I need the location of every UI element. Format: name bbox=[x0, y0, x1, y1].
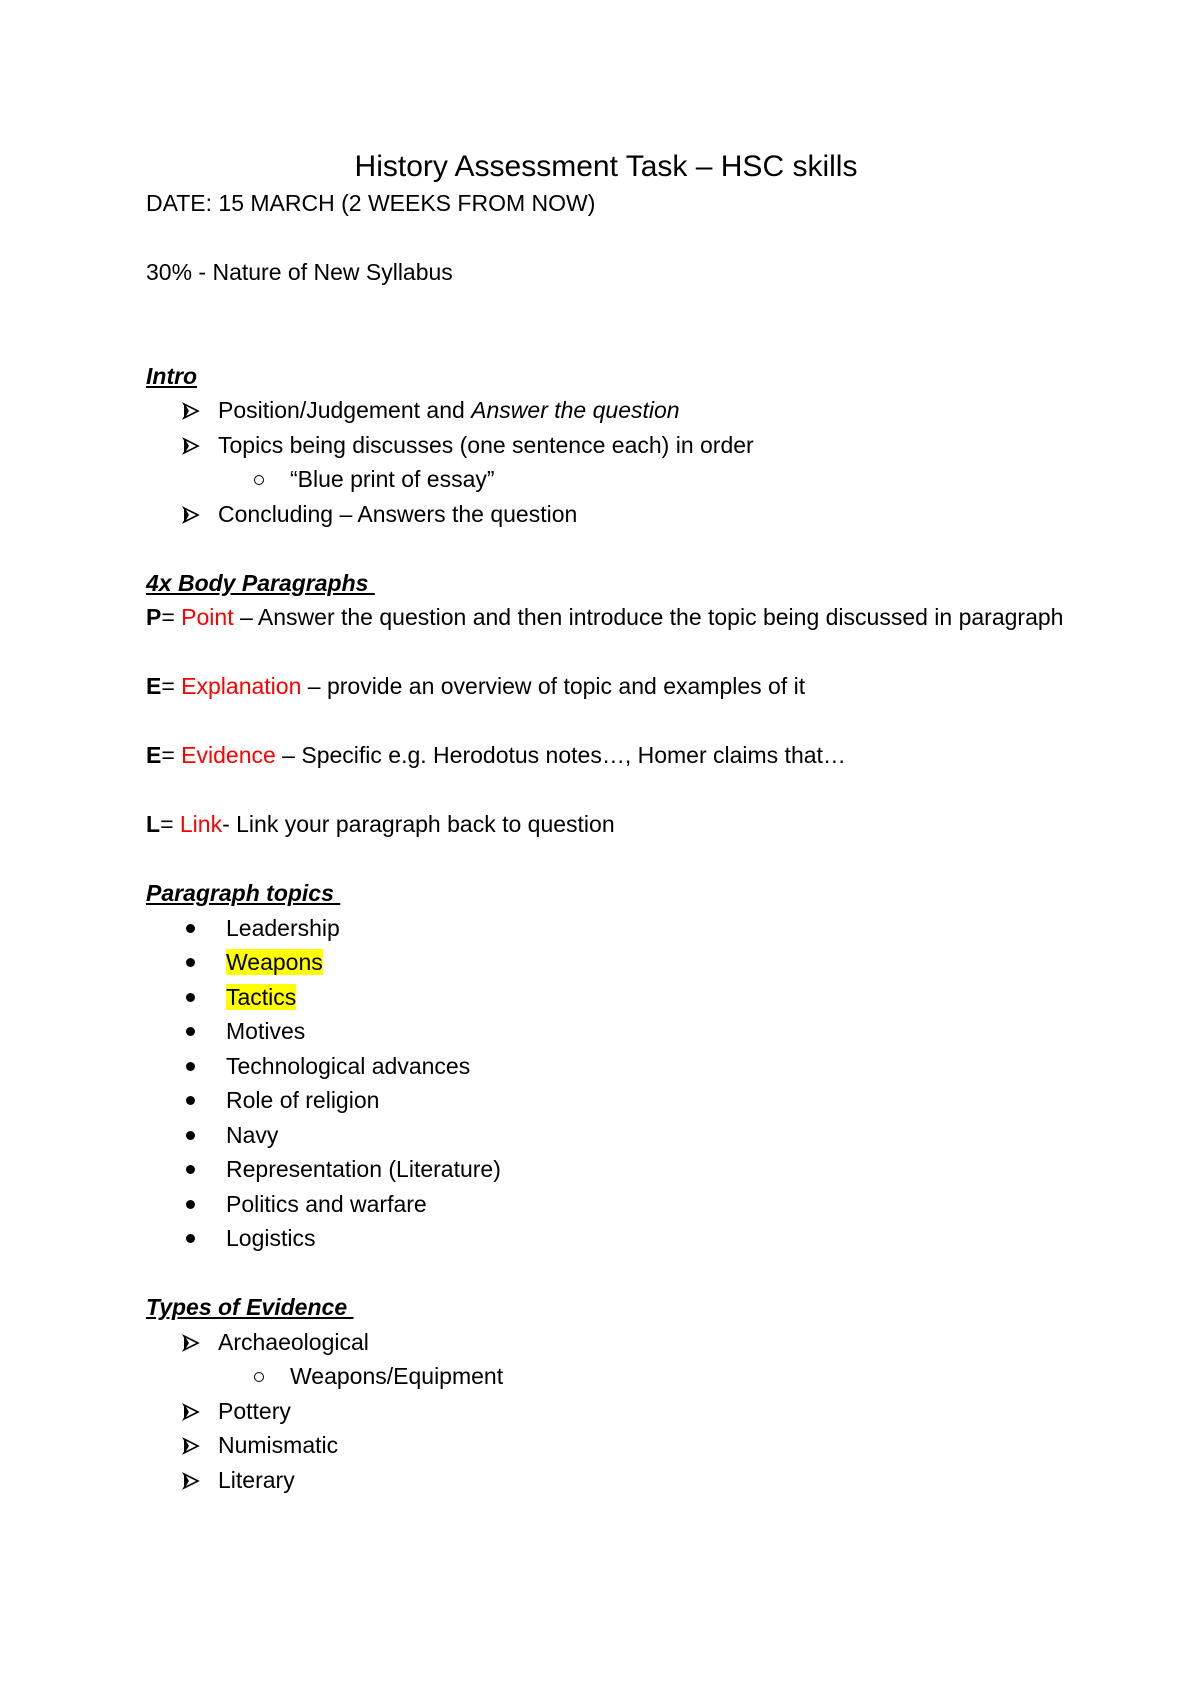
evidence-types-heading: Types of Evidence bbox=[146, 1294, 354, 1320]
blank-line bbox=[146, 635, 1066, 670]
list-item bbox=[146, 1394, 1066, 1429]
bullet-dot-icon bbox=[186, 1062, 195, 1071]
evidence-type-text: Pottery bbox=[218, 1397, 291, 1424]
blank-line bbox=[146, 324, 1066, 359]
blank-line bbox=[146, 221, 1066, 256]
date-line: DATE: 15 MARCH (2 WEEKS FROM NOW) bbox=[146, 190, 596, 216]
evidence-subitem-text: Weapons/Equipment bbox=[290, 1363, 504, 1389]
list-item bbox=[146, 1014, 1066, 1049]
intro-item-italic: Answer the question bbox=[471, 397, 680, 423]
peel-equals: = bbox=[160, 811, 180, 837]
list-item bbox=[146, 1118, 1066, 1153]
bullet-dot-icon bbox=[186, 993, 195, 1002]
topic-text: Role of religion bbox=[226, 1087, 380, 1113]
peel-equals: = bbox=[161, 673, 182, 699]
peel-description: - Link your paragraph back to question bbox=[222, 811, 615, 837]
list-item bbox=[146, 1221, 1066, 1256]
arrowhead-bullet-icon bbox=[182, 393, 206, 420]
list-item bbox=[146, 428, 1066, 497]
arrowhead-bullet-icon bbox=[182, 1463, 206, 1490]
topic-text-highlighted: Weapons bbox=[226, 949, 323, 975]
list-item bbox=[146, 462, 1066, 497]
list-item bbox=[146, 497, 1066, 532]
bullet-dot-icon bbox=[186, 1027, 195, 1036]
blank-line bbox=[146, 704, 1066, 739]
list-item bbox=[146, 1049, 1066, 1084]
blank-line bbox=[146, 773, 1066, 808]
bullet-dot-icon bbox=[186, 1200, 195, 1209]
arrowhead-bullet-icon bbox=[182, 497, 206, 524]
list-item bbox=[146, 1428, 1066, 1463]
topic-text-highlighted: Tactics bbox=[226, 983, 297, 1010]
intro-sublist bbox=[218, 462, 1066, 497]
peel-description: – provide an overview of topic and examples of it bbox=[301, 673, 806, 699]
topics-list bbox=[146, 911, 1066, 1256]
topic-text: Technological advances bbox=[226, 1052, 471, 1079]
list-item bbox=[146, 911, 1066, 946]
peel-equals: = bbox=[161, 604, 182, 630]
intro-item-text: Position/Judgement and bbox=[218, 397, 472, 423]
hollow-circle-icon bbox=[254, 475, 264, 485]
body-heading: 4x Body Paragraphs bbox=[146, 569, 375, 596]
peel-evidence bbox=[146, 738, 1066, 773]
peel-keyword: Explanation bbox=[181, 673, 302, 699]
peel-letter: P bbox=[146, 604, 162, 630]
bullet-dot-icon bbox=[186, 1131, 195, 1140]
document-title: History Assessment Task – HSC skills bbox=[354, 150, 858, 183]
list-item bbox=[146, 1359, 1066, 1394]
peel-point bbox=[146, 600, 1066, 635]
topics-heading: Paragraph topics bbox=[146, 880, 341, 906]
list-item bbox=[146, 1463, 1066, 1498]
blank-line bbox=[146, 1256, 1066, 1291]
arrowhead-bullet-icon bbox=[182, 1325, 206, 1352]
peel-explanation bbox=[146, 669, 1066, 704]
peel-letter: L bbox=[146, 811, 161, 837]
hollow-circle-icon bbox=[254, 1372, 264, 1382]
arrowhead-bullet-icon bbox=[182, 428, 206, 455]
evidence-type-text: Archaeological bbox=[218, 1328, 369, 1355]
topic-text: Motives bbox=[226, 1018, 306, 1044]
evidence-sublist bbox=[218, 1359, 1066, 1394]
peel-description: – Answer the question and then introduce the topic being discussed in paragraph bbox=[233, 604, 1064, 630]
bullet-dot-icon bbox=[186, 1234, 195, 1243]
evidence-types-list bbox=[146, 1325, 1066, 1498]
weight-line: 30% - Nature of New Syllabus bbox=[146, 259, 453, 285]
intro-heading: Intro bbox=[146, 362, 198, 389]
arrowhead-bullet-icon bbox=[182, 1428, 206, 1455]
peel-keyword: Point bbox=[181, 604, 234, 630]
bullet-dot-icon bbox=[186, 958, 195, 967]
peel-letter: E bbox=[146, 673, 162, 699]
evidence-type-text: Numismatic bbox=[218, 1432, 339, 1458]
peel-keyword: Link bbox=[179, 811, 223, 837]
list-item bbox=[146, 945, 1066, 980]
evidence-type-text: Literary bbox=[218, 1466, 295, 1493]
intro-subitem-text: “Blue print of essay” bbox=[290, 466, 495, 492]
bullet-dot-icon bbox=[186, 1096, 195, 1105]
arrowhead-bullet-icon bbox=[182, 1394, 206, 1421]
document-body bbox=[146, 148, 1066, 1497]
peel-link bbox=[146, 807, 1066, 842]
peel-description: – Specific e.g. Herodotus notes…, Homer claims that… bbox=[275, 742, 846, 768]
peel-letter: E bbox=[146, 742, 162, 768]
peel-keyword: Evidence bbox=[181, 742, 276, 768]
peel-equals: = bbox=[161, 742, 182, 768]
blank-line bbox=[146, 842, 1066, 877]
blank-line bbox=[146, 290, 1066, 325]
intro-item-text: Concluding – Answers the question bbox=[218, 500, 578, 527]
list-item bbox=[146, 393, 1066, 428]
intro-list bbox=[146, 393, 1066, 531]
blank-line bbox=[146, 531, 1066, 566]
intro-item-text: Topics being discusses (one sentence each) in order bbox=[218, 431, 754, 458]
bullet-dot-icon bbox=[186, 1165, 195, 1174]
list-item bbox=[146, 1152, 1066, 1187]
topic-text: Leadership bbox=[226, 914, 340, 941]
list-item bbox=[146, 1083, 1066, 1118]
list-item bbox=[146, 980, 1066, 1015]
list-item bbox=[146, 1187, 1066, 1222]
bullet-dot-icon bbox=[186, 924, 195, 933]
topic-text: Representation (Literature) bbox=[226, 1156, 501, 1182]
topic-text: Logistics bbox=[226, 1225, 316, 1251]
topic-text: Politics and warfare bbox=[226, 1190, 427, 1217]
topic-text: Navy bbox=[226, 1121, 279, 1148]
list-item bbox=[146, 1325, 1066, 1394]
